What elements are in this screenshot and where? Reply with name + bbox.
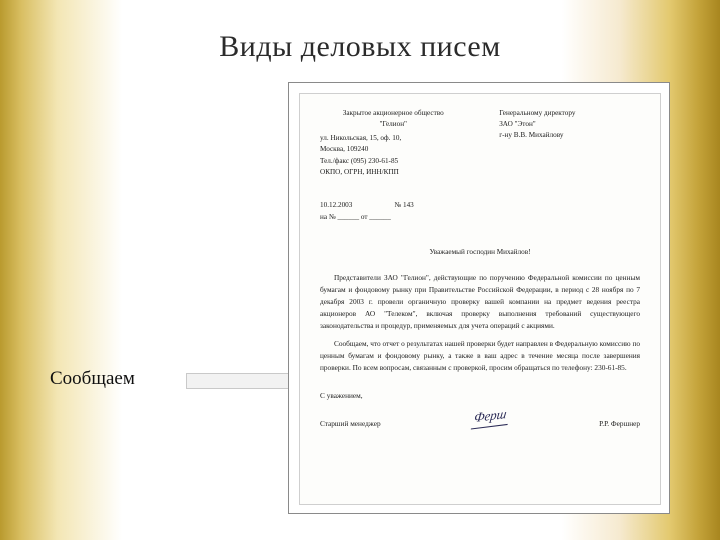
- recipient-line-1: Генеральному директору: [499, 109, 576, 117]
- recipient-block: [499, 108, 640, 141]
- sender-block: [320, 108, 486, 178]
- date-row: [320, 200, 640, 211]
- letter-paragraph-1: Представители ЗАО "Гелион", действующие по поручению Федеральной комиссии по ценным бумагам и фондовому рынку при Правительстве Российской Федерации, в период с 28 ноября по 7 декабря 2003 г. провели органичную проверку вашей компании на предмет ведения реестра акционеров АО "Телеком", включая проверку выполнения требований существующего законодательства и процедур, применяемых для учета операций с акциями.: [320, 273, 640, 330]
- letter-greeting: Уважаемый господин Михайлов!: [429, 248, 531, 257]
- recipient-line-3: г-ну В.В. Михайлову: [499, 131, 564, 140]
- sender-org-line1: Закрытое акционерное общество: [342, 109, 444, 117]
- letter-body: [320, 272, 640, 374]
- letterhead: [320, 108, 640, 178]
- sender-phone: Тел./факс (095) 230-61-85: [320, 156, 399, 165]
- letter-date: 10.12.2003: [320, 200, 353, 209]
- callout-label: Сообщаем: [50, 368, 135, 389]
- signer-title: Старший менеджер: [320, 419, 381, 429]
- signature-row: [320, 408, 640, 429]
- letter-paragraph-2: Сообщаем, что отчет о результатах нашей проверки будет направлен в Федеральную комиссию по ценным бумагам и фондовому рынку, а также в ваш адрес в течение месяца после завершения проверки. По всем вопросам, связанным с проверкой, просим обращаться по телефону: 230-61-85.: [320, 339, 640, 373]
- signature-text: Ферш: [470, 404, 509, 430]
- document-image-frame: [288, 82, 670, 514]
- business-letter: [299, 93, 661, 505]
- letter-number: № 143: [394, 200, 414, 209]
- sender-codes: ОКПО, ОГРН, ИНН/КПП: [320, 167, 399, 176]
- recipient-line-2: ЗАО "Этон": [499, 120, 536, 129]
- letter-reference: на № ______ от ______: [320, 213, 391, 222]
- letter-closing: С уважением,: [320, 390, 363, 400]
- sender-org-line2: "Гелион": [379, 120, 407, 129]
- date-number-block: [320, 200, 640, 223]
- signer-name: Р.Р. Фершнер: [599, 419, 640, 429]
- sender-address: ул. Никольская, 15, оф. 10,: [320, 134, 402, 143]
- signature-mark: [470, 404, 509, 429]
- sender-city: Москва, 109240: [320, 145, 369, 154]
- page-title: Виды деловых писем: [219, 30, 501, 63]
